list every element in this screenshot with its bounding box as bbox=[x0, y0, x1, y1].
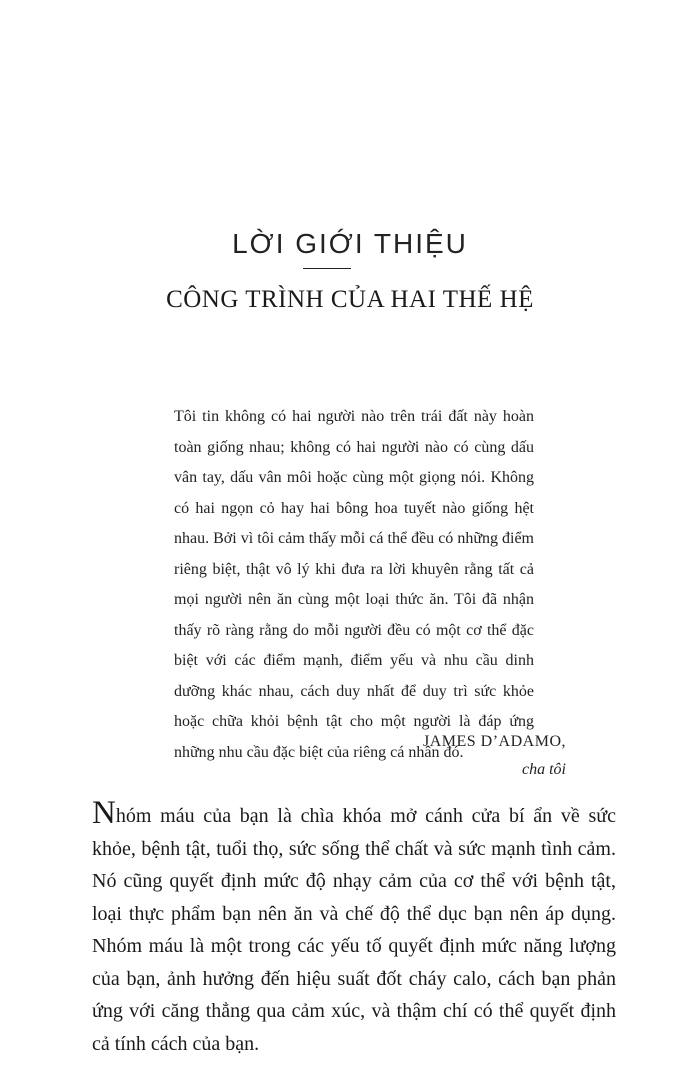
attribution-author: JAMES D’ADAMO, bbox=[422, 733, 566, 750]
body-text: hóm máu của bạn là chìa khóa mở cánh cửa bí ẩn về sức khỏe, bệnh tật, tuổi thọ, sức sống thể chất và sức mạnh tình cảm. Nó cũng quyết định mức độ nhạy cảm của cơ thể với bệnh tật, loại thực phẩm bạn nên ăn và chế độ thể dục bạn nên áp dụng. Nhóm máu là một trong các yếu tố quyết định mức năng lượng của bạn, ảnh hưởng đến hiệu suất đốt cháy calo, cách bạn phản ứng với căng thẳng qua cảm xúc, và thậm chí có thể quyết định cả tính cách của bạn. bbox=[92, 805, 616, 1055]
chapter-label: LỜI GIỚI THIỆU bbox=[232, 228, 468, 259]
epigraph-text: Tôi tin không có hai người nào trên trái đất này hoàn toàn giống nhau; không có hai người nào có cùng dấu vân tay, dấu vân môi hoặc cùng một giọng nói. Không có hai ngọn cỏ hay hai bông hoa tuyết nào giống hệt nhau. Bởi vì tôi cảm thấy mỗi cá thể đều có những điểm riêng biệt, thật vô lý khi đưa ra lời khuyên rằng tất cả mọi người nên ăn cùng một loại thức ăn. Tôi đã nhận thấy rõ ràng rằng do mỗi người đều có một cơ thể đặc biệt với các điểm mạnh, điểm yếu và nhu cầu dinh dưỡng khác nhau, cách duy nhất để duy trì sức khỏe hoặc chữa khỏi bệnh tật cho một người là đáp ứng những nhu cầu đặc biệt của riêng cá nhân đó. bbox=[174, 408, 534, 761]
title-divider bbox=[303, 268, 351, 269]
chapter-title: CÔNG TRÌNH CỦA HAI THẾ HỆ bbox=[166, 286, 534, 313]
epigraph bbox=[174, 402, 534, 768]
attribution-role: cha tôi bbox=[522, 761, 566, 778]
drop-cap: N bbox=[92, 795, 116, 831]
body-paragraph bbox=[92, 795, 616, 1060]
epigraph-attribution bbox=[423, 728, 566, 784]
